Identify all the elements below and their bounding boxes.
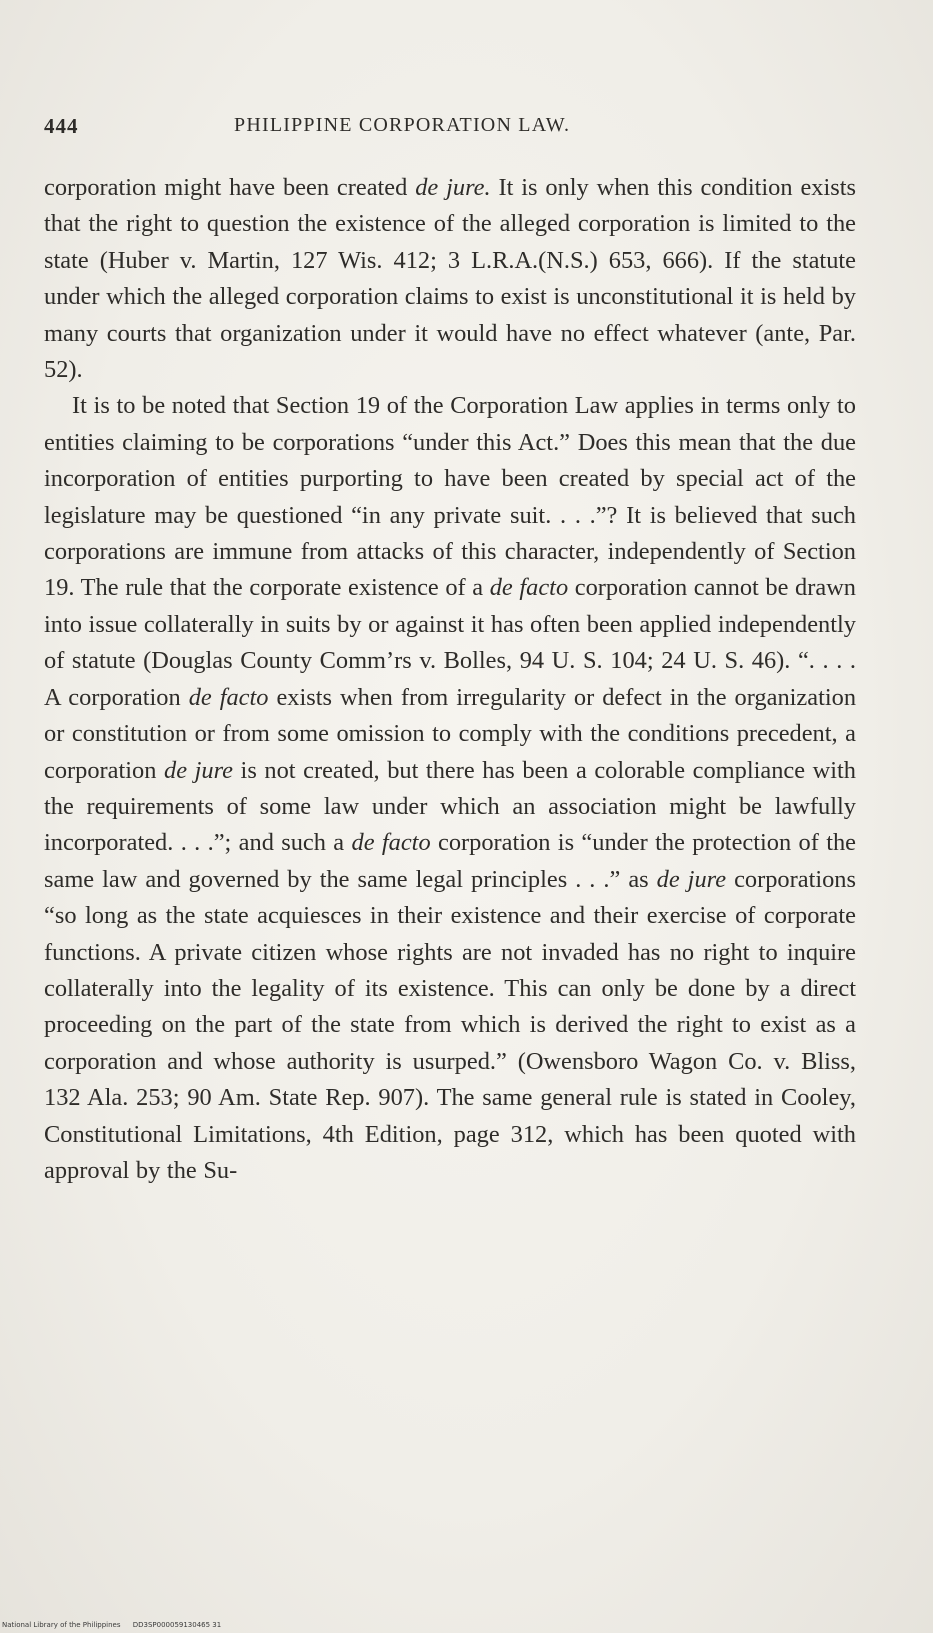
text-segment: corporation might have been created [44,174,416,201]
text-segment: corporation is “under the protection of the same law and governed by the same legal principles . . .” as [44,829,856,893]
library-credit: National Library of the Philippines [2,1621,121,1629]
italic-term: de jure. [415,174,491,201]
italic-term: de jure [164,756,233,784]
scan-footer [2,1621,231,1629]
italic-term: de facto [351,829,431,857]
italic-term: de facto [188,683,269,711]
text-segment: corporations “so long as the state acquiesces in their existence and their exercise of corporate functions. A private citizen whose rights are not invaded has no right to inquire collaterally into the legality of its existence. This can only be done by a direct proceeding on the part of the state from which is derived the right to exist as a corporation and whose authority is usurped.” (Owensboro Wagon Co. v. Bliss, 132 Ala. 253; 90 Am. State Rep. 907). The same general rule is stated in Cooley, Constitutional Limitations, 4th Edition, page 312, which has been quoted with approval by the Su- [44,865,856,1184]
paragraph-2 [44,388,856,1189]
text-segment: exists when from irregularity or defect in the organization or constitution or from some omission to comply with the conditions precedent, a corporation [44,683,857,784]
page-number: 444 [44,114,79,138]
italic-term: de jure [656,865,727,893]
paragraph-1 [44,170,856,388]
text-segment: corporation cannot be drawn into issue collaterally in suits by or against it has often been applied independently of statute (Douglas County Comm’rs v. Bolles, 94 U. S. 104; 24 U. S. 46). “. . . . A corporation [44,574,856,711]
text-segment: is not created, but there has been a colorable compliance with the requirements of some law under which an association might be lawfully incorporated. . . .”; and such a [44,756,856,857]
text-segment: It is only when this condition exists that the right to question the existence of the alleged corporation is limited to the state (Huber v. Martin, 127 Wis. 412; 3 L.R.A.(N.S.) 653, 666). If the statute under which the alleged corporation claims to exist is unconstitutional it is held by many courts that organization under it would have no effect whatever (ante, Par. 52). [44,174,857,384]
scan-code: DD3SP000059130465 31 [132,1621,222,1629]
running-head [44,114,873,144]
running-title: PHILIPPINE CORPORATION LAW. [234,114,571,136]
text-segment: It is to be noted that Section 19 of the Corporation Law applies in terms only to entities claiming to be corporations “under this Act.” Does this mean that the due incorporation of entities purporting to have been created by special act of the legislature may be questioned “in any private suit. . . .”? It is believed that such corporations are immune from attacks of this character, independently of Section 19. The rule that the corporate existence of a [44,392,856,602]
body-text [44,170,856,1189]
italic-term: de facto [489,574,569,602]
